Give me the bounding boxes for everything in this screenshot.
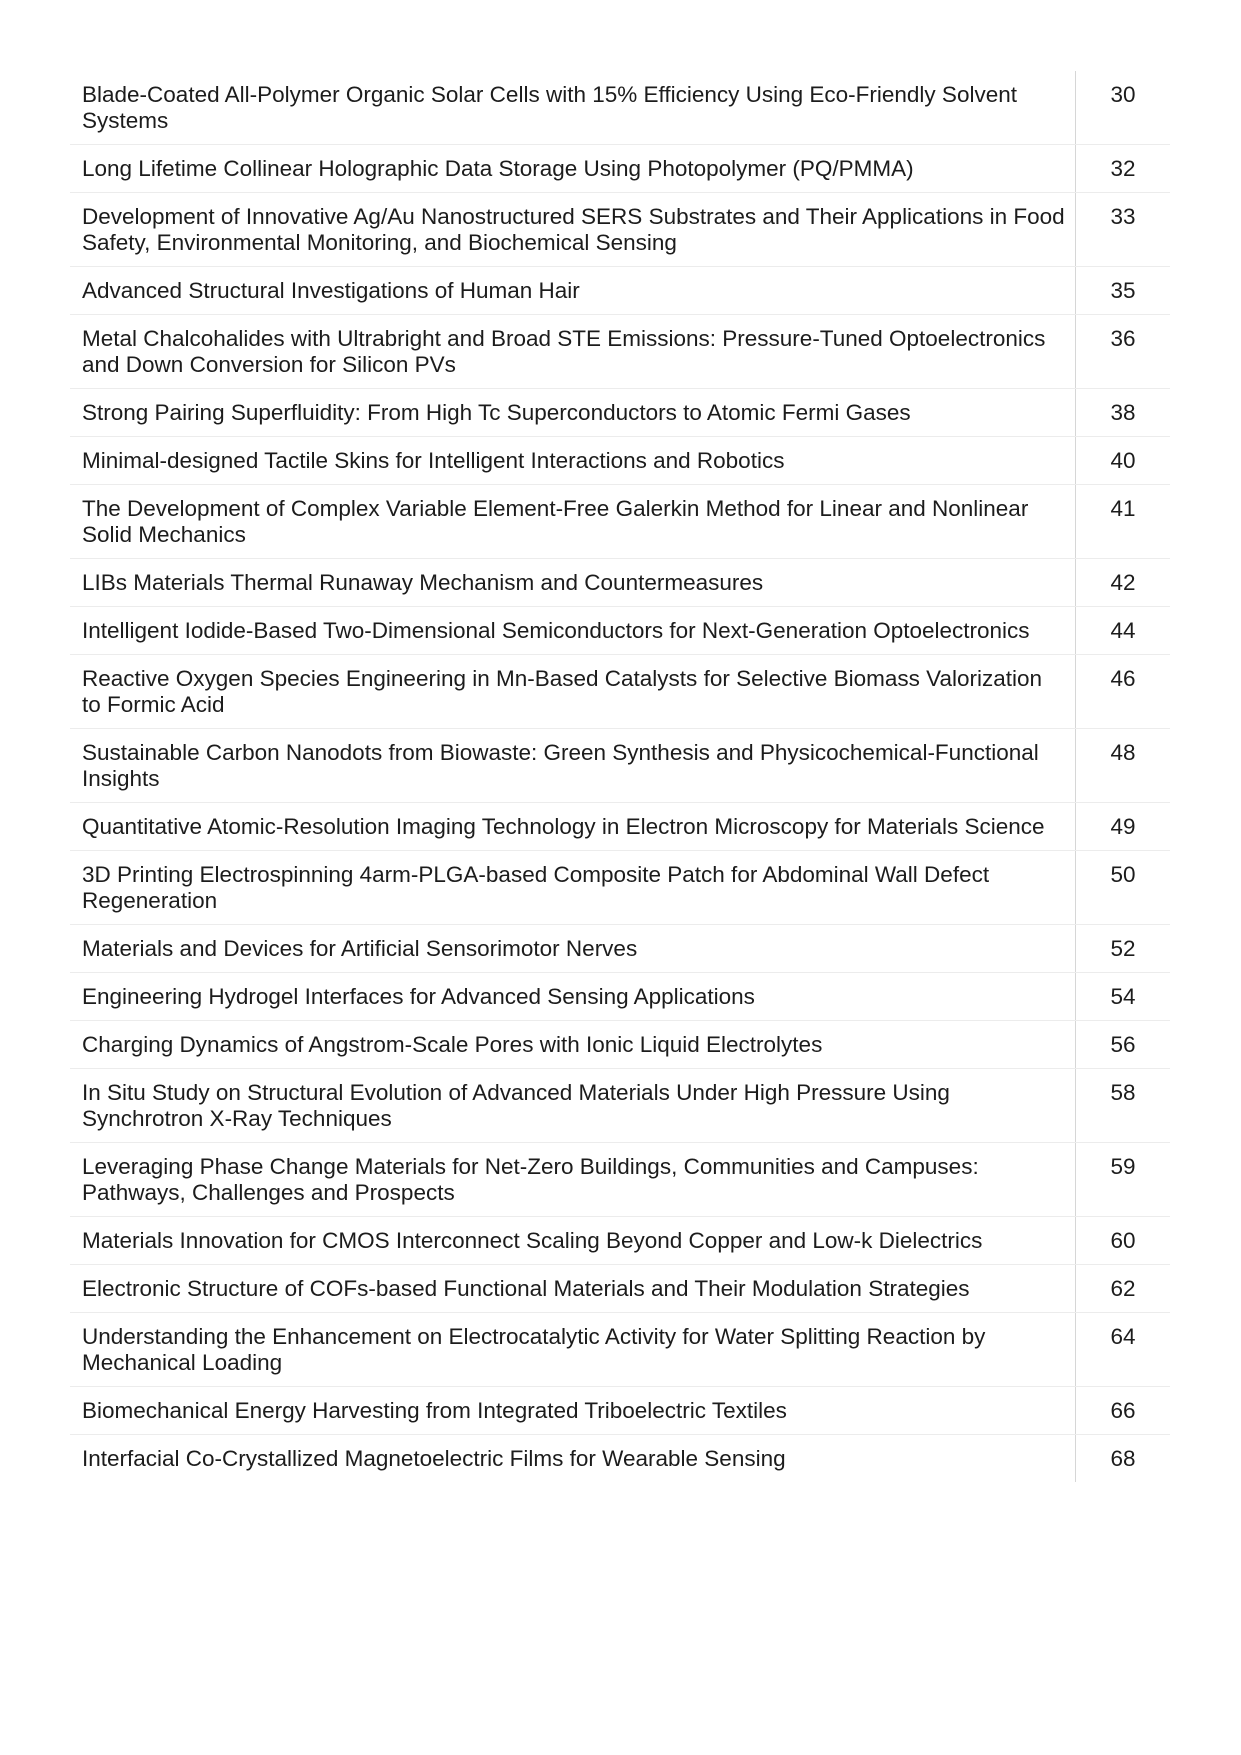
toc-row	[70, 925, 1170, 973]
toc-entry-title: Materials and Devices for Artificial Sensorimotor Nerves	[70, 925, 1076, 973]
toc-entry-title: Leveraging Phase Change Materials for Net-Zero Buildings, Communities and Campuses: Pathways, Challenges and Prospects	[70, 1143, 1076, 1217]
toc-entry-page-number: 66	[1076, 1387, 1171, 1435]
toc-row	[70, 1265, 1170, 1313]
toc-row	[70, 1217, 1170, 1265]
toc-entry-page-number: 42	[1076, 559, 1171, 607]
toc-entry-page-number: 62	[1076, 1265, 1171, 1313]
toc-entry-title: Minimal-designed Tactile Skins for Intelligent Interactions and Robotics	[70, 437, 1076, 485]
toc-entry-page-number: 48	[1076, 729, 1171, 803]
toc-entry-page-number: 60	[1076, 1217, 1171, 1265]
toc-row	[70, 193, 1170, 267]
toc-entry-page-number: 38	[1076, 389, 1171, 437]
toc-row	[70, 315, 1170, 389]
toc-entry-title: Biomechanical Energy Harvesting from Integrated Triboelectric Textiles	[70, 1387, 1076, 1435]
toc-row	[70, 1313, 1170, 1387]
toc-entry-title: LIBs Materials Thermal Runaway Mechanism and Countermeasures	[70, 559, 1076, 607]
toc-entry-page-number: 58	[1076, 1069, 1171, 1143]
toc-entry-page-number: 30	[1076, 71, 1171, 145]
toc-entry-page-number: 49	[1076, 803, 1171, 851]
toc-row	[70, 607, 1170, 655]
toc-row	[70, 389, 1170, 437]
toc-row	[70, 1021, 1170, 1069]
toc-entry-title: 3D Printing Electrospinning 4arm-PLGA-based Composite Patch for Abdominal Wall Defect Regeneration	[70, 851, 1076, 925]
toc-entry-page-number: 41	[1076, 485, 1171, 559]
table-of-contents	[70, 71, 1170, 1482]
toc-entry-page-number: 46	[1076, 655, 1171, 729]
toc-entry-title: Charging Dynamics of Angstrom-Scale Pores with Ionic Liquid Electrolytes	[70, 1021, 1076, 1069]
toc-row	[70, 973, 1170, 1021]
toc-entry-page-number: 68	[1076, 1435, 1171, 1483]
toc-entry-page-number: 40	[1076, 437, 1171, 485]
toc-row	[70, 851, 1170, 925]
toc-row	[70, 1435, 1170, 1483]
toc-row	[70, 1387, 1170, 1435]
toc-row	[70, 485, 1170, 559]
toc-row	[70, 803, 1170, 851]
toc-entry-page-number: 64	[1076, 1313, 1171, 1387]
toc-entry-page-number: 54	[1076, 973, 1171, 1021]
toc-entry-page-number: 32	[1076, 145, 1171, 193]
toc-row	[70, 655, 1170, 729]
toc-entry-page-number: 35	[1076, 267, 1171, 315]
toc-entry-title: Quantitative Atomic-Resolution Imaging Technology in Electron Microscopy for Materials Science	[70, 803, 1076, 851]
toc-entry-title: Materials Innovation for CMOS Interconnect Scaling Beyond Copper and Low-k Dielectrics	[70, 1217, 1076, 1265]
toc-row	[70, 1069, 1170, 1143]
toc-entry-page-number: 52	[1076, 925, 1171, 973]
toc-entry-page-number: 44	[1076, 607, 1171, 655]
toc-entry-page-number: 50	[1076, 851, 1171, 925]
toc-entry-title: Engineering Hydrogel Interfaces for Advanced Sensing Applications	[70, 973, 1076, 1021]
toc-entry-title: Development of Innovative Ag/Au Nanostructured SERS Substrates and Their Applications in Food Safety, Environmental Monitoring, and Biochemical Sensing	[70, 193, 1076, 267]
toc-entry-title: Metal Chalcohalides with Ultrabright and Broad STE Emissions: Pressure-Tuned Optoelectronics and Down Conversion for Silicon PVs	[70, 315, 1076, 389]
toc-row	[70, 1143, 1170, 1217]
toc-entry-page-number: 59	[1076, 1143, 1171, 1217]
toc-entry-title: In Situ Study on Structural Evolution of Advanced Materials Under High Pressure Using Synchrotron X-Ray Techniques	[70, 1069, 1076, 1143]
toc-entry-title: Long Lifetime Collinear Holographic Data Storage Using Photopolymer (PQ/PMMA)	[70, 145, 1076, 193]
toc-entry-page-number: 33	[1076, 193, 1171, 267]
toc-row	[70, 71, 1170, 145]
toc-entry-title: Sustainable Carbon Nanodots from Biowaste: Green Synthesis and Physicochemical-Functional Insights	[70, 729, 1076, 803]
toc-entry-title: Advanced Structural Investigations of Human Hair	[70, 267, 1076, 315]
toc-row	[70, 559, 1170, 607]
toc-entry-title: Blade-Coated All-Polymer Organic Solar Cells with 15% Efficiency Using Eco-Friendly Solvent Systems	[70, 71, 1076, 145]
toc-entry-title: Reactive Oxygen Species Engineering in Mn-Based Catalysts for Selective Biomass Valorization to Formic Acid	[70, 655, 1076, 729]
toc-row	[70, 437, 1170, 485]
toc-body	[70, 71, 1170, 1482]
toc-entry-title: Interfacial Co-Crystallized Magnetoelectric Films for Wearable Sensing	[82, 1446, 786, 1471]
toc-entry-title: The Development of Complex Variable Element-Free Galerkin Method for Linear and Nonlinear Solid Mechanics	[70, 485, 1076, 559]
toc-entry-title: Strong Pairing Superfluidity: From High Tc Superconductors to Atomic Fermi Gases	[70, 389, 1076, 437]
toc-row	[70, 145, 1170, 193]
toc-entry-page-number: 36	[1076, 315, 1171, 389]
toc-entry-title: Understanding the Enhancement on Electrocatalytic Activity for Water Splitting Reaction by Mechanical Loading	[70, 1313, 1076, 1387]
toc-entry-title: Electronic Structure of COFs-based Functional Materials and Their Modulation Strategies	[70, 1265, 1076, 1313]
toc-entry-page-number: 56	[1076, 1021, 1171, 1069]
toc-entry-title: Intelligent Iodide-Based Two-Dimensional Semiconductors for Next-Generation Optoelectronics	[70, 607, 1076, 655]
toc-row	[70, 729, 1170, 803]
toc-row	[70, 267, 1170, 315]
